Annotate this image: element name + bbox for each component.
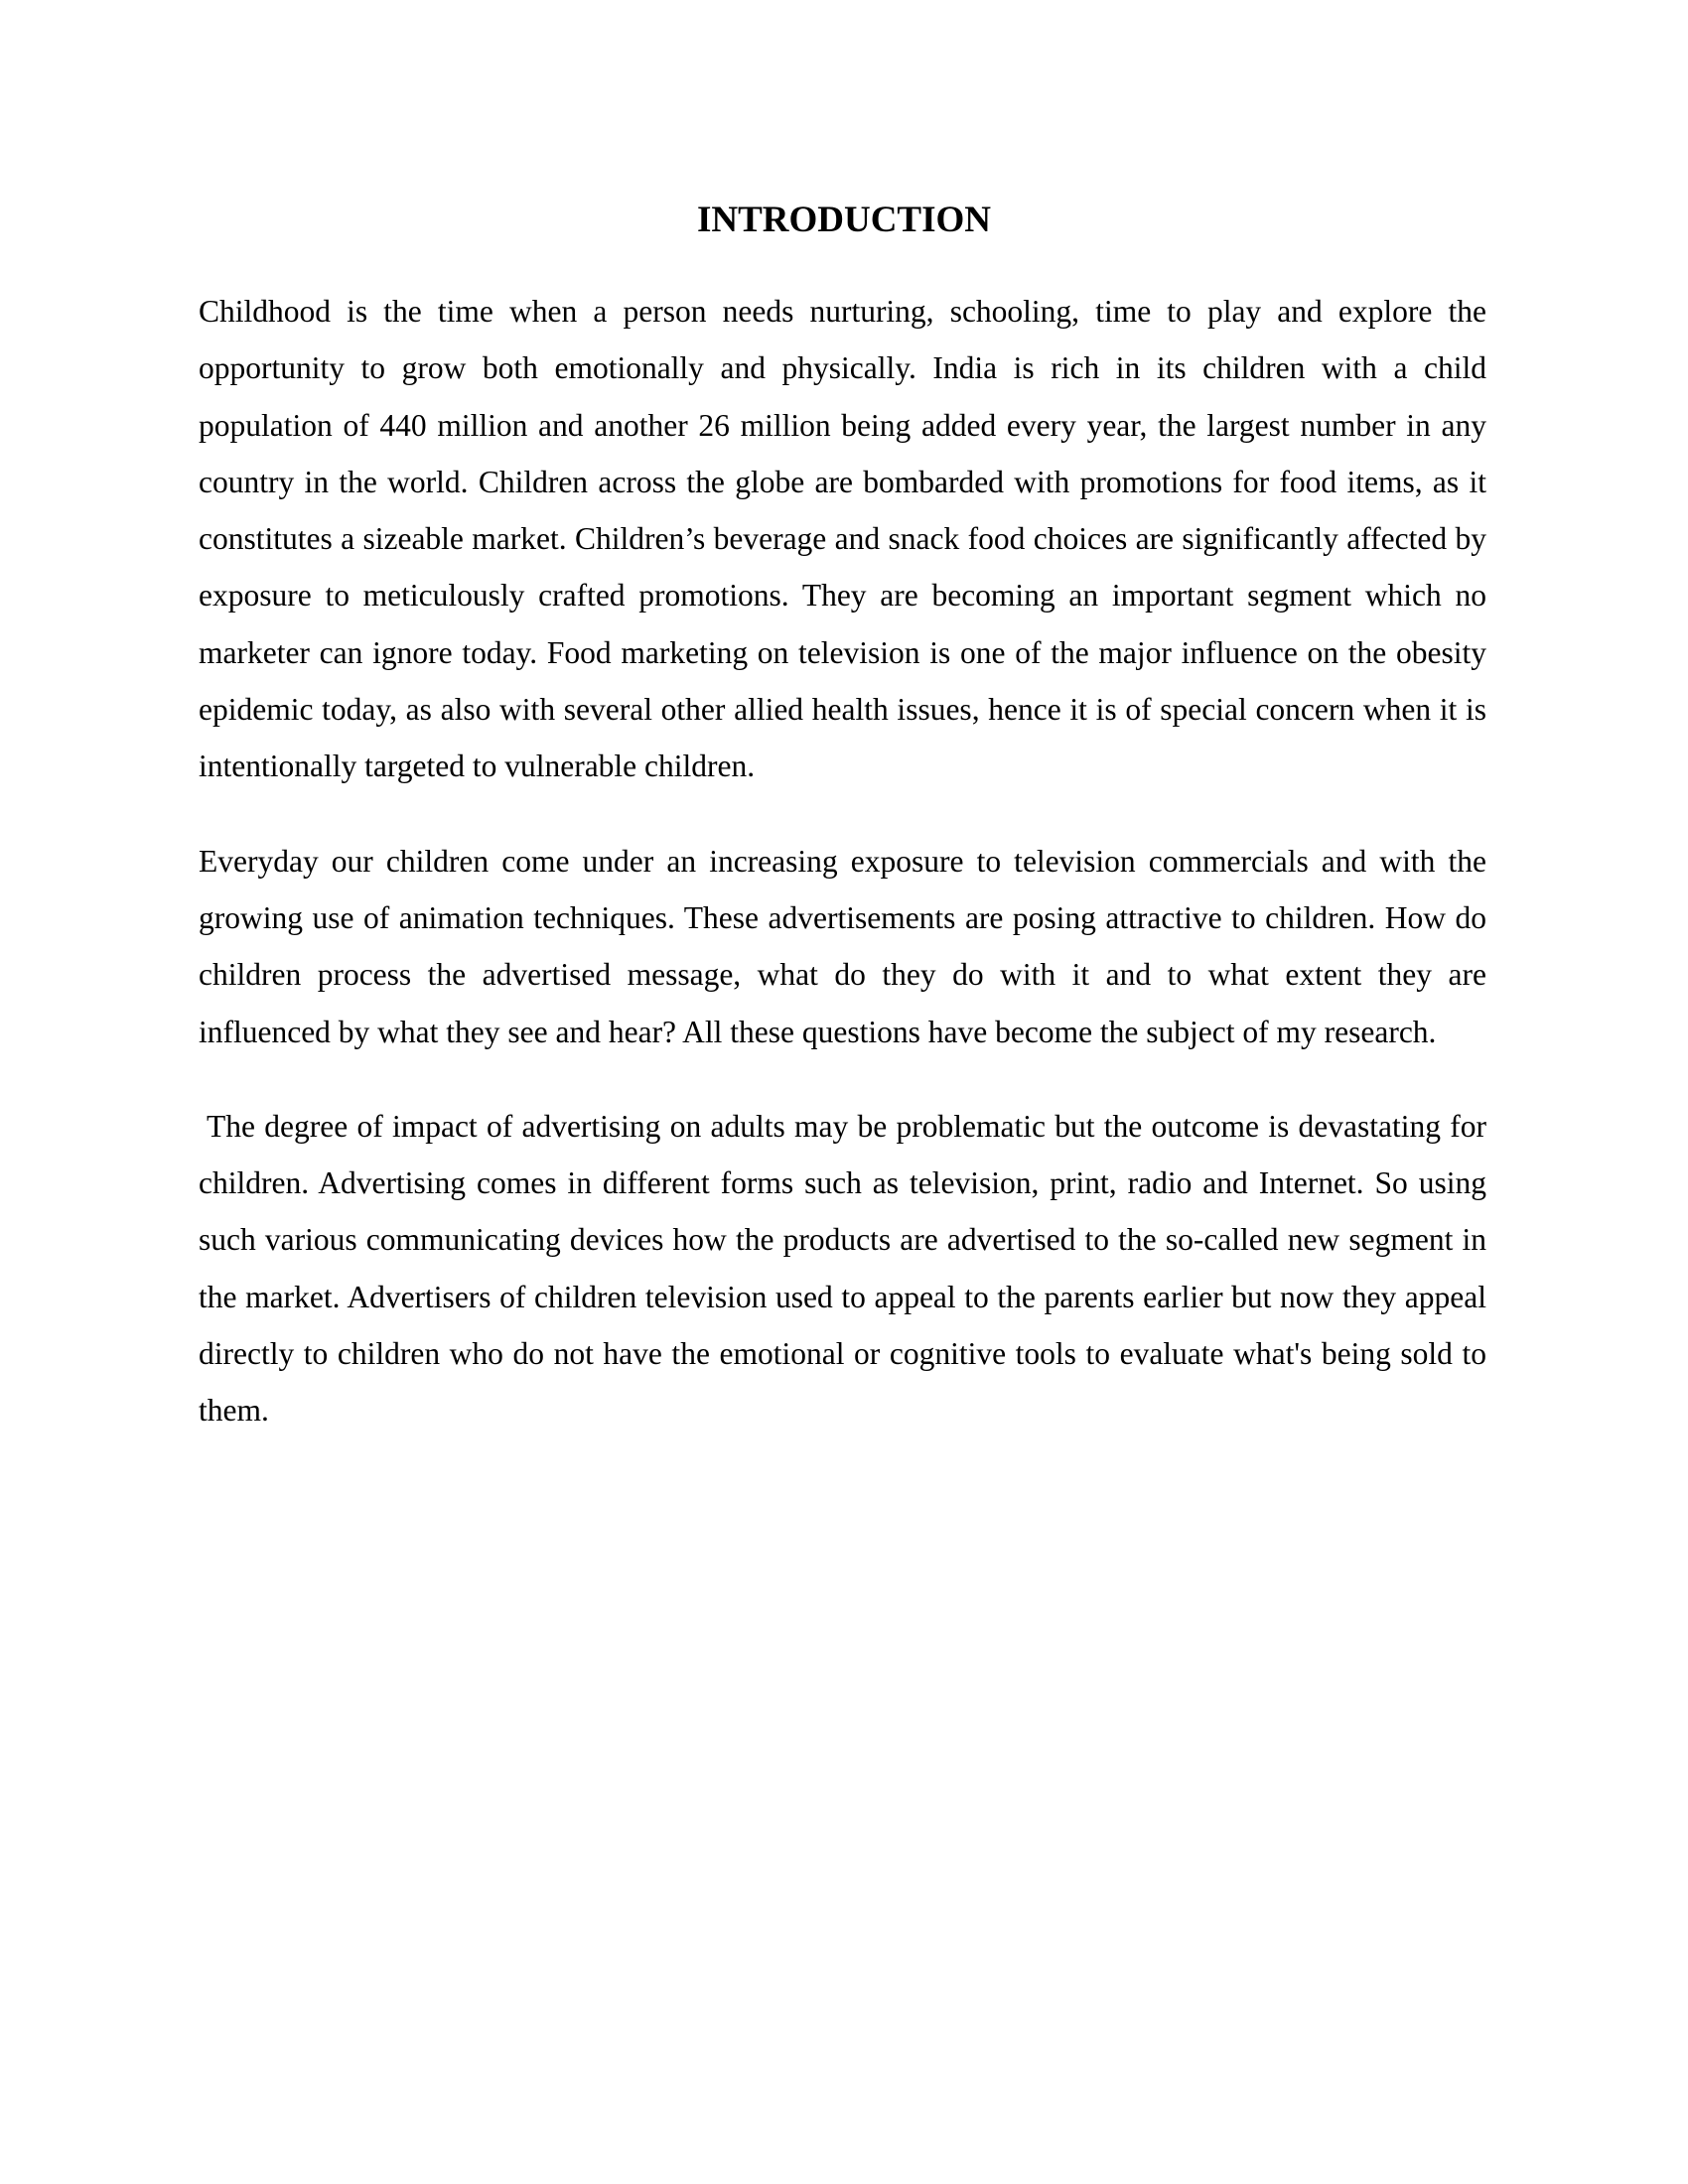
paragraph-1: Childhood is the time when a person needs nurturing, schooling, time to play and explore the opportunity to grow both emotionally and physically. India is rich in its children with a child population of 440 million and another 26 million being added every year, the largest number in any country in the world. Children across the globe are bombarded with promotions for food items, as it constitutes a sizeable market. Children’s beverage and snack food choices are significantly affected by exposure to meticulously crafted promotions. They are becoming an important segment which no marketer can ignore today. Food marketing on television is one of the major influence on the obesity epidemic today, as also with several other allied health issues, hence it is of special concern when it is intentionally targeted to vulnerable children. xyxy=(199,294,1486,784)
page-title: INTRODUCTION xyxy=(696,200,992,240)
paragraph-3: The degree of impact of advertising on adults may be problematic but the outcome is devastating for children. Advertising comes in different forms such as television, print, radio and Internet. So using such various communicating devices how the products are advertised to the so-called new segment in the market. Advertisers of children television used to appeal to the parents earlier but now they appeal directly to children who do not have the emotional or cognitive tools to evaluate what's being sold to them. xyxy=(199,1108,1486,1429)
paragraph-2: Everyday our children come under an increasing exposure to television commercials and with the growing use of animation techniques. These advertisements are posing attractive to children. How do children process the advertised message, what do they do with it and to what extent they are influenced by what they see and hear? All these questions have become the subject of my research. xyxy=(199,843,1486,1049)
body-text xyxy=(199,283,1486,1477)
